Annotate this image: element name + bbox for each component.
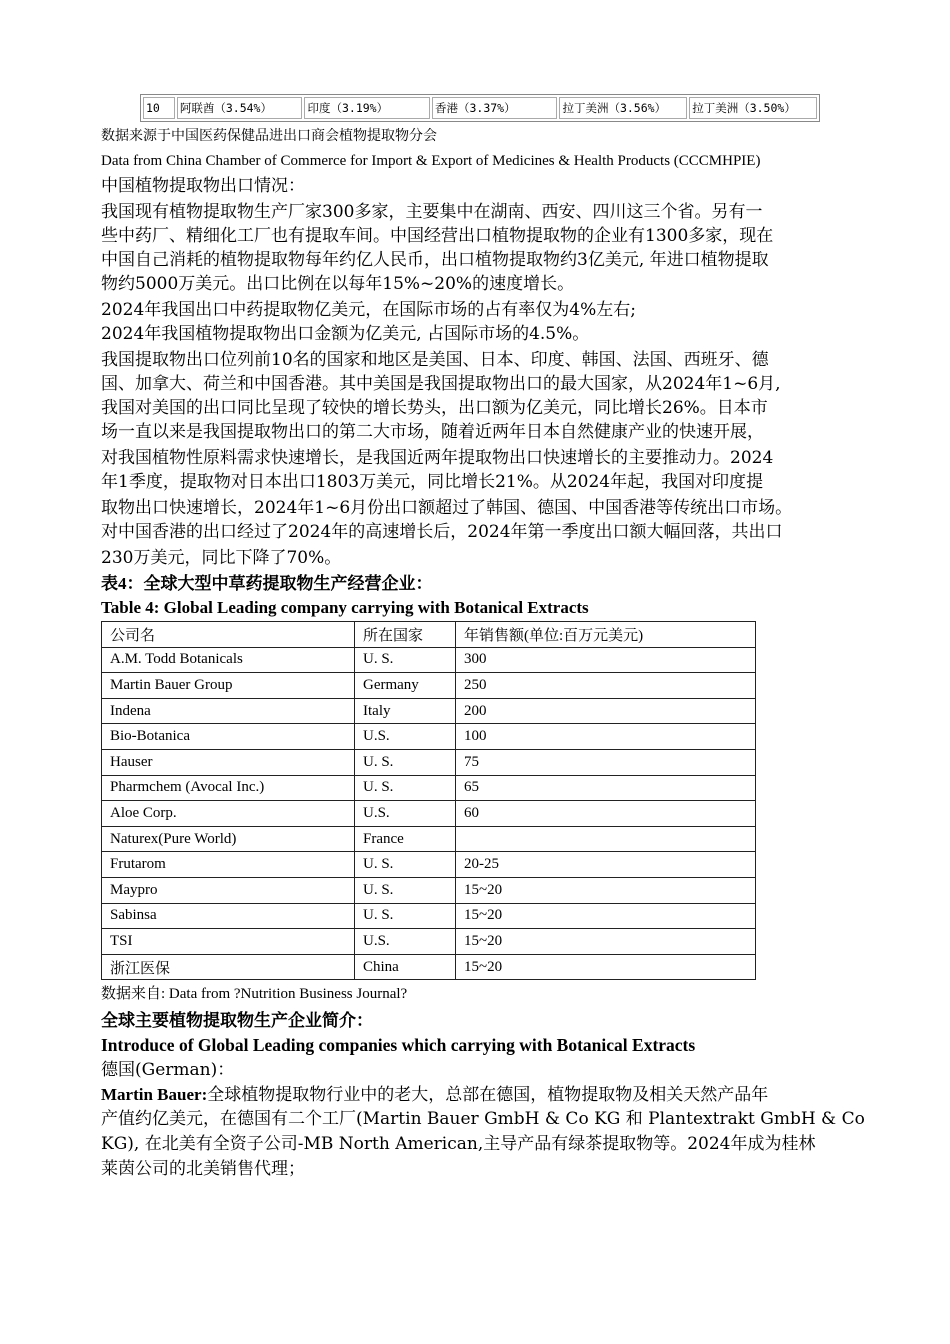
paragraph-line: 我国提取物出口位列前10名的国家和地区是美国、日本、印度、韩国、法国、西班牙、德 (101, 350, 769, 370)
table-row (102, 903, 756, 929)
cell-company: TSI (102, 929, 355, 955)
cell-country: U. S. (355, 903, 456, 929)
paragraph-line: 年1季度，提取物对日本出口1803万美元，同比增长21%。从2024年起，我国对印度提 (101, 472, 764, 492)
paragraph-line: 些中药厂、精细化工厂也有提取车间。中国经营出口植物提取物的企业有1300多家，现在 (101, 226, 774, 246)
table-cell: 拉丁美洲（3.56%） (559, 97, 687, 119)
cell-company: Pharmchem (Avocal Inc.) (102, 775, 355, 801)
paragraph-line: 产值约亿美元，在德国有二个工厂(Martin Bauer GmbH & Co KG 和 Plantextrakt GmbH & Co (101, 1109, 865, 1129)
paragraph-line: 对我国植物性原料需求快速增长，是我国近两年提取物出口快速增长的主要推动力。2024 (101, 448, 774, 468)
cell-company: Martin Bauer Group (102, 673, 355, 699)
company-desc: 全球植物提取物行业中的老大，总部在德国，植物提取物及相关天然产品年 (207, 1085, 769, 1105)
cell-sales: 300 (456, 647, 756, 673)
cell-country: U. S. (355, 775, 456, 801)
paragraph-line: 2024年我国植物提取物出口金额为亿美元, 占国际市场的4.5%。 (101, 324, 590, 344)
table-row (102, 877, 756, 903)
cell-sales (456, 826, 756, 852)
cell-company: Indena (102, 698, 355, 724)
source-note-cn: 数据来源于中国医药保健品进出口商会植物提取物分会 (101, 128, 437, 144)
cell-country: U.S. (355, 929, 456, 955)
paragraph-line: 中国自己消耗的植物提取物每年约亿人民币，出口植物提取物约3亿美元, 年进口植物提取 (101, 250, 769, 270)
cell-country: U.S. (355, 801, 456, 827)
table-title-cn: 表4：全球大型中草药提取物生产经营企业： (101, 574, 433, 593)
cell-sales: 15~20 (456, 877, 756, 903)
cell-company: Maypro (102, 877, 355, 903)
table-row (102, 852, 756, 878)
cell-country: U. S. (355, 647, 456, 673)
cell-company: Bio-Botanica (102, 724, 355, 750)
cell-country: U. S. (355, 877, 456, 903)
cell-sales: 75 (456, 749, 756, 775)
paragraph-line: 2024年我国出口中药提取物亿美元，在国际市场的占有率仅为4%左右; (101, 300, 636, 320)
table-row (102, 698, 756, 724)
table-row (102, 954, 756, 980)
cell-company: Sabinsa (102, 903, 355, 929)
paragraph-line: 物约5000万美元。出口比例在以每年15%~20%的速度增长。 (101, 274, 575, 294)
paragraph-line: 我国对美国的出口同比呈现了较快的增长势头，出口额为亿美元，同比增长26%。日本市 (101, 398, 768, 418)
table-row (102, 775, 756, 801)
table-row (102, 724, 756, 750)
cell-sales: 60 (456, 801, 756, 827)
table-cell: 阿联酋（3.54%） (177, 97, 303, 119)
cell-sales: 15~20 (456, 903, 756, 929)
table-cell: 印度（3.19%） (304, 97, 429, 119)
table-row (102, 673, 756, 699)
cell-country: Germany (355, 673, 456, 699)
cell-country: U.S. (355, 724, 456, 750)
cell-company: 浙江医保 (102, 954, 355, 980)
cell-country: U. S. (355, 852, 456, 878)
table-row (102, 801, 756, 827)
table-row (102, 749, 756, 775)
cell-sales: 100 (456, 724, 756, 750)
country-label: 德国(German)： (101, 1060, 235, 1080)
table-row (102, 647, 756, 673)
paragraph-line: 场一直以来是我国提取物出口的第二大市场，随着近两年日本自然健康产业的快速开展， (101, 422, 764, 442)
cell-company: Naturex(Pure World) (102, 826, 355, 852)
table-source-note: 数据来自: Data from ?Nutrition Business Journal? (101, 986, 408, 1002)
cell-company: A.M. Todd Botanicals (102, 647, 355, 673)
paragraph-line: 莱茵公司的北美销售代理； (101, 1159, 305, 1179)
company-name: Martin Bauer: (101, 1085, 208, 1104)
paragraph-line: 国、加拿大、荷兰和中国香港。其中美国是我国提取物出口的最大国家，从2024年1~6月, (101, 374, 781, 394)
table-cell: 拉丁美洲（3.50%） (689, 97, 817, 119)
global-leading-companies-table (101, 621, 756, 980)
table-row (143, 97, 817, 119)
cell-sales: 200 (456, 698, 756, 724)
paragraph-line: 230万美元，同比下降了70%。 (101, 548, 342, 568)
table-title-en: Table 4: Global Leading company carrying with Botanical Extracts (101, 598, 589, 617)
cell-country: China (355, 954, 456, 980)
column-header-sales: 年销售额(单位:百万元美元) (456, 622, 756, 648)
cell-sales: 15~20 (456, 954, 756, 980)
cell-sales: 20-25 (456, 852, 756, 878)
paragraph-line: 对中国香港的出口经过了2024年的高速增长后，2024年第一季度出口额大幅回落，共出口 (101, 522, 783, 542)
cell-country: Italy (355, 698, 456, 724)
table-cell: 10 (143, 97, 175, 119)
section-heading-cn: 全球主要植物提取物生产企业简介： (101, 1011, 373, 1030)
paragraph-line: 取物出口快速增长，2024年1~6月份出口额超过了韩国、德国、中国香港等传统出口市场。 (101, 498, 793, 518)
cell-company: Frutarom (102, 852, 355, 878)
table-row (102, 929, 756, 955)
cell-sales: 250 (456, 673, 756, 699)
table-row (102, 826, 756, 852)
cell-sales: 15~20 (456, 929, 756, 955)
cell-company: Aloe Corp. (102, 801, 355, 827)
section-heading: 中国植物提取物出口情况： (101, 176, 305, 196)
source-note-en: Data from China Chamber of Commerce for Import & Export of Medicines & Health Products (CCCMHPIE) (101, 153, 761, 169)
cell-country: France (355, 826, 456, 852)
cell-company: Hauser (102, 749, 355, 775)
column-header-country: 所在国家 (355, 622, 456, 648)
paragraph-line: 我国现有植物提取物生产厂家300多家，主要集中在湖南、西安、四川这三个省。另有一 (101, 202, 763, 222)
column-header-company: 公司名 (102, 622, 355, 648)
table-cell: 香港（3.37%） (432, 97, 557, 119)
top-ranking-table-fragment (140, 94, 820, 122)
paragraph-line: KG), 在北美有全资子公司-MB North American,主导产品有绿茶提取物等。2024年成为桂林 (101, 1134, 816, 1154)
cell-sales: 65 (456, 775, 756, 801)
cell-country: U. S. (355, 749, 456, 775)
table-header-row (102, 622, 756, 648)
section-heading-en: Introduce of Global Leading companies which carrying with Botanical Extracts (101, 1035, 696, 1055)
company-intro-line (101, 1083, 768, 1107)
